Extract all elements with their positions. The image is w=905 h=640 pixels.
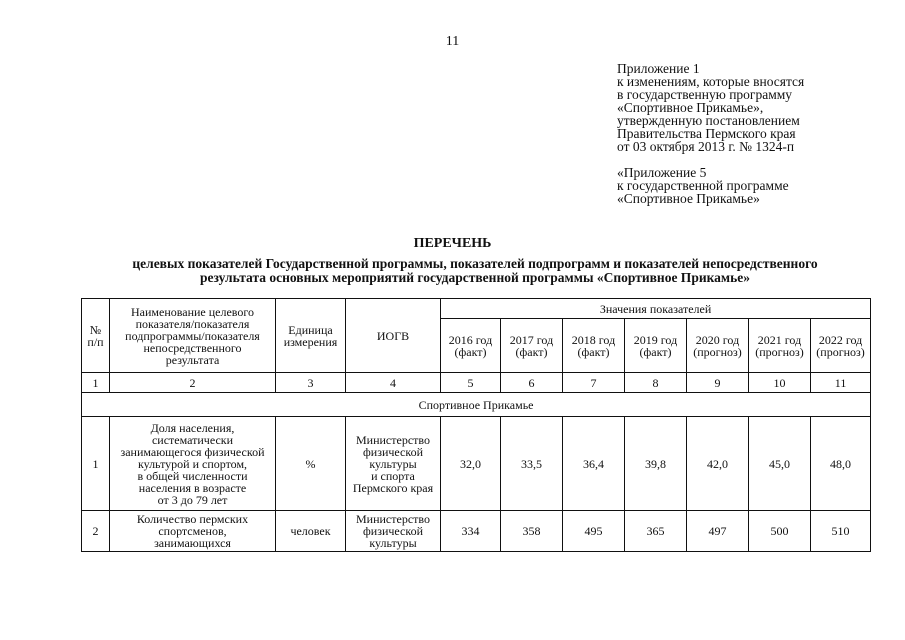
table-row bbox=[82, 417, 871, 511]
column-number: 3 bbox=[276, 373, 346, 393]
row-iogv: Министерство физической культуры и спорта Пермского края bbox=[346, 417, 441, 511]
header-year: 2022 год (прогноз) bbox=[811, 319, 871, 373]
subtitle-line: результата основных мероприятий государственной программы «Спортивное Прикамье» bbox=[200, 270, 750, 285]
appendix-line: «Приложение 5 bbox=[617, 165, 707, 180]
table-row bbox=[82, 511, 871, 552]
column-number: 8 bbox=[625, 373, 687, 393]
document-subtitle bbox=[60, 257, 890, 285]
section-row: Спортивное Прикамье bbox=[82, 393, 871, 417]
document-title: ПЕРЕЧЕНЬ bbox=[413, 236, 492, 251]
appendix-line: утвержденную постановлением bbox=[617, 113, 800, 128]
column-number: 11 bbox=[811, 373, 871, 393]
row-value: 39,8 bbox=[625, 417, 687, 511]
appendix-line: «Спортивное Прикамье», bbox=[617, 100, 764, 115]
appendix-line: в государственную программу bbox=[617, 87, 793, 102]
subtitle-line: целевых показателей Государственной программы, показателей подпрограмм и показателей непосредственного bbox=[132, 256, 818, 271]
row-unit: % bbox=[276, 417, 346, 511]
appendix-line: от 03 октября 2013 г. № 1324-п bbox=[617, 139, 795, 154]
row-name: Количество пермских спортсменов, занимающихся bbox=[110, 511, 276, 552]
header-year: 2016 год (факт) bbox=[441, 319, 501, 373]
row-value: 33,5 bbox=[501, 417, 563, 511]
header-unit: Единица измерения bbox=[276, 299, 346, 373]
row-unit: человек bbox=[276, 511, 346, 552]
row-value: 42,0 bbox=[687, 417, 749, 511]
header-year: 2021 год (прогноз) bbox=[749, 319, 811, 373]
header-iogv: ИОГВ bbox=[346, 299, 441, 373]
column-number: 4 bbox=[346, 373, 441, 393]
appendix-line: «Спортивное Прикамье» bbox=[617, 191, 760, 206]
appendix-line: Правительства Пермского края bbox=[617, 126, 796, 141]
appendix-line: Приложение 1 bbox=[617, 61, 700, 76]
header-year: 2019 год (факт) bbox=[625, 319, 687, 373]
row-value: 365 bbox=[625, 511, 687, 552]
row-value: 48,0 bbox=[811, 417, 871, 511]
appendix-line: к государственной программе bbox=[617, 178, 789, 193]
row-value: 500 bbox=[749, 511, 811, 552]
row-iogv: Министерство физической культуры bbox=[346, 511, 441, 552]
appendix-line: к изменениям, которые вносятся bbox=[617, 74, 805, 89]
header-values-group: Значения показателей bbox=[441, 299, 871, 319]
appendix-block bbox=[617, 62, 897, 205]
row-value: 497 bbox=[687, 511, 749, 552]
row-value: 32,0 bbox=[441, 417, 501, 511]
column-number: 6 bbox=[501, 373, 563, 393]
header-name: Наименование целевого показателя/показателя подпрограммы/показателя непосредственного результата bbox=[110, 299, 276, 373]
row-value: 510 bbox=[811, 511, 871, 552]
indicators-table bbox=[81, 298, 871, 552]
row-value: 358 bbox=[501, 511, 563, 552]
row-value: 334 bbox=[441, 511, 501, 552]
header-year: 2020 год (прогноз) bbox=[687, 319, 749, 373]
page-number: 11 bbox=[445, 34, 460, 49]
column-number: 7 bbox=[563, 373, 625, 393]
row-value: 495 bbox=[563, 511, 625, 552]
row-value: 45,0 bbox=[749, 417, 811, 511]
row-num: 2 bbox=[82, 511, 110, 552]
row-name: Доля населения, систематически занимающегося физической культурой и спортом, в общей численности населения в возрасте от 3 до 79 лет bbox=[110, 417, 276, 511]
column-number: 5 bbox=[441, 373, 501, 393]
column-number: 2 bbox=[110, 373, 276, 393]
column-number: 1 bbox=[82, 373, 110, 393]
header-year: 2018 год (факт) bbox=[563, 319, 625, 373]
header-num: № п/п bbox=[82, 299, 110, 373]
row-num: 1 bbox=[82, 417, 110, 511]
column-number: 10 bbox=[749, 373, 811, 393]
header-year: 2017 год (факт) bbox=[501, 319, 563, 373]
column-number: 9 bbox=[687, 373, 749, 393]
row-value: 36,4 bbox=[563, 417, 625, 511]
